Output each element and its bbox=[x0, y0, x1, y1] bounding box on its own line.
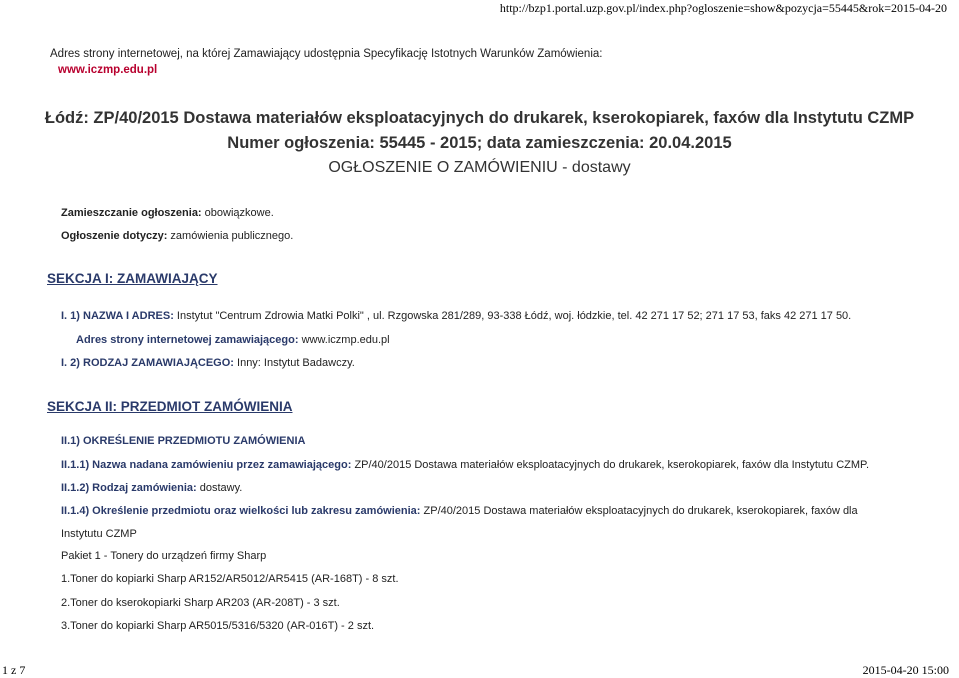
order-name-label: II.1.1) Nazwa nadana zamówieniu przez zamawiającego: bbox=[61, 459, 352, 471]
name-address-label: I. 1) NAZWA I ADRES: bbox=[61, 310, 174, 322]
name-address-value: Instytut "Centrum Zdrowia Matki Polki" , ul. Rzgowska 281/289, 93-338 Łódź, woj. łódzkie, tel. 42 271 17 52; 271 17 53, faks 42 271 17 50. bbox=[176, 310, 852, 322]
type-row bbox=[61, 357, 355, 369]
concerns-label: Ogłoszenie dotyczy: bbox=[61, 230, 168, 242]
placement-row bbox=[61, 207, 274, 219]
notice-type: OGŁOSZENIE O ZAMÓWIENIU - dostawy bbox=[328, 159, 631, 176]
concerns-row bbox=[61, 230, 293, 242]
package-title: Pakiet 1 - Tonery do urządzeń firmy Sharp bbox=[61, 550, 267, 562]
order-name-row bbox=[61, 459, 869, 471]
package-item: 3.Toner do kopiarki Sharp AR5015/5316/5320 (AR-016T) - 2 szt. bbox=[61, 620, 375, 632]
order-name-value: ZP/40/2015 Dostawa materiałów eksploatacyjnych do drukarek, kserokopiarek, faxów dla Instytutu CZMP. bbox=[354, 459, 870, 471]
siwz-intro-text: Adres strony internetowej, na której Zamawiający udostępnia Specyfikację Istotnych Warunków Zamówienia: bbox=[50, 48, 603, 60]
type-value: Inny: Instytut Badawczy. bbox=[237, 357, 355, 369]
order-kind-value: dostawy. bbox=[199, 482, 243, 494]
print-datetime: 2015-04-20 15:00 bbox=[862, 663, 949, 677]
order-desc-value: ZP/40/2015 Dostawa materiałów eksploatacyjnych do drukarek, kserokopiarek, faxów dla bbox=[423, 505, 858, 517]
package-item: 1.Toner do kopiarki Sharp AR152/AR5012/AR5415 (AR-168T) - 8 szt. bbox=[61, 573, 399, 585]
web-value[interactable]: www.iczmp.edu.pl bbox=[301, 334, 390, 346]
notice-title: Łódź: ZP/40/2015 Dostawa materiałów eksploatacyjnych do drukarek, kserokopiarek, faxów dla Instytutu CZMP bbox=[44, 109, 915, 127]
section2-subheading: II.1) OKREŚLENIE PRZEDMIOTU ZAMÓWIENIA bbox=[61, 435, 306, 447]
concerns-value: zamówienia publicznego. bbox=[170, 230, 294, 242]
type-label: I. 2) RODZAJ ZAMAWIAJĄCEGO: bbox=[61, 357, 234, 369]
notice-number: Numer ogłoszenia: 55445 - 2015; data zamieszczenia: 20.04.2015 bbox=[227, 134, 732, 152]
section1-heading: SEKCJA I: ZAMAWIAJĄCY bbox=[47, 271, 218, 286]
siwz-link[interactable]: www.iczmp.edu.pl bbox=[58, 64, 158, 76]
page-url: http://bzp1.portal.uzp.gov.pl/index.php?ogloszenie=show&pozycja=55445&rok=2015-04-20 bbox=[499, 1, 947, 15]
web-row bbox=[76, 334, 390, 346]
section2-heading: SEKCJA II: PRZEDMIOT ZAMÓWIENIA bbox=[47, 399, 293, 414]
order-kind-label: II.1.2) Rodzaj zamówienia: bbox=[61, 482, 197, 494]
order-desc-row bbox=[61, 505, 858, 517]
order-desc-label: II.1.4) Określenie przedmiotu oraz wielkości lub zakresu zamówienia: bbox=[61, 505, 421, 517]
placement-value: obowiązkowe. bbox=[204, 207, 274, 219]
name-address-row bbox=[61, 310, 851, 322]
order-desc-cont: Instytutu CZMP bbox=[61, 528, 137, 540]
page-counter: 1 z 7 bbox=[2, 663, 26, 677]
order-kind-row bbox=[61, 482, 242, 494]
placement-label: Zamieszczanie ogłoszenia: bbox=[61, 207, 202, 219]
package-item: 2.Toner do kserokopiarki Sharp AR203 (AR-208T) - 3 szt. bbox=[61, 597, 340, 609]
web-label: Adres strony internetowej zamawiającego: bbox=[76, 334, 299, 346]
